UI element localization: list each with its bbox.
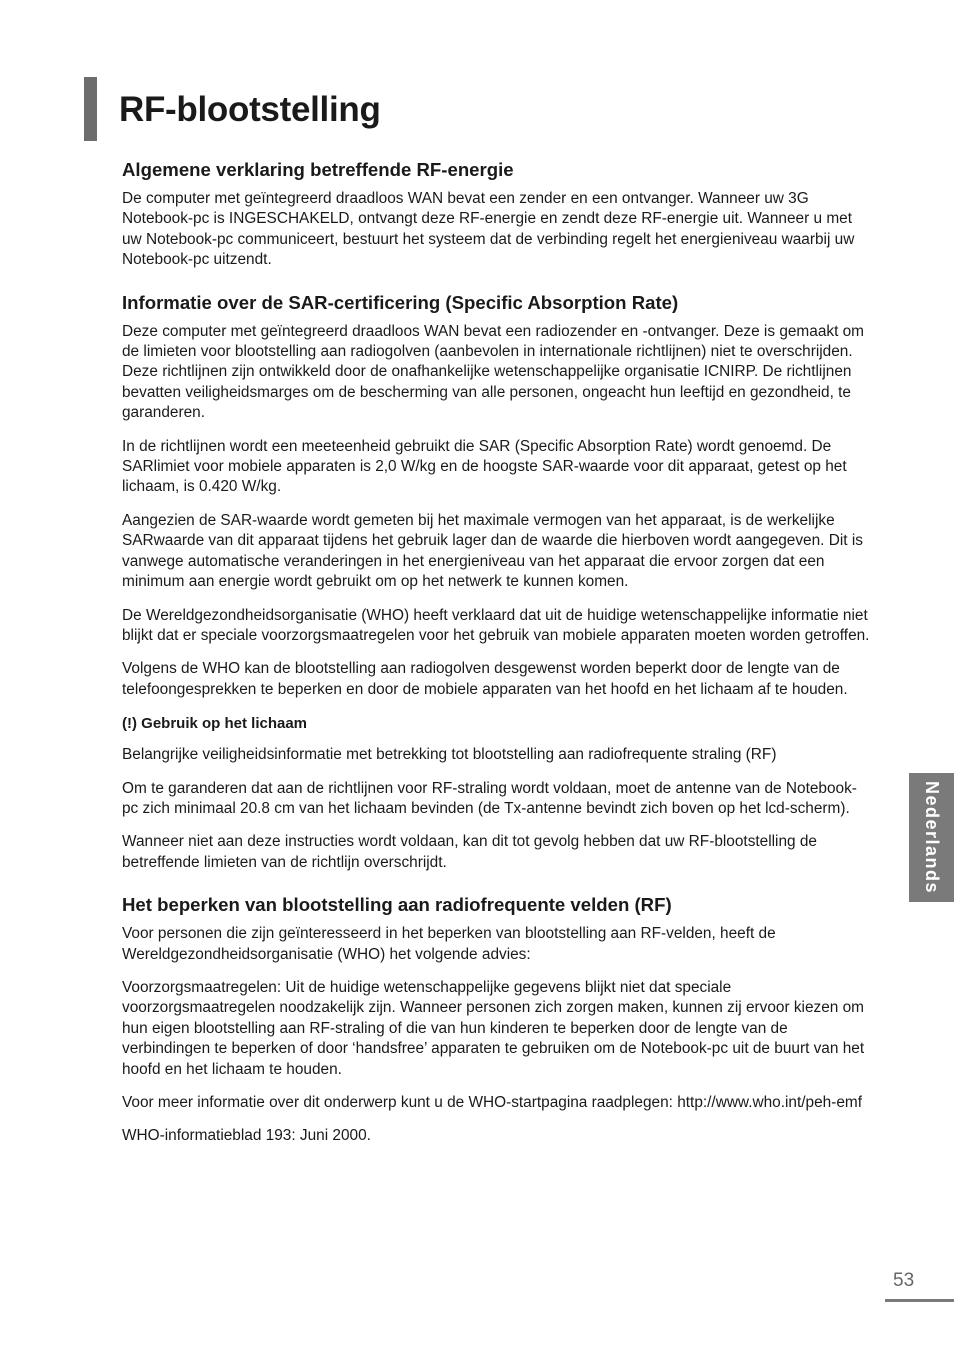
page-title: RF-blootstelling bbox=[119, 90, 381, 129]
paragraph: Wanneer niet aan deze instructies wordt voldaan, kan dit tot gevolg hebben dat uw RF-blootstelling de betreffende limieten van de richtlijn overschrijdt. bbox=[122, 833, 817, 871]
paragraph: Om te garanderen dat aan de richtlijnen voor RF-straling wordt voldaan, moet de antenne van de Notebook-pc zich minimaal 20.8 cm van het lichaam bevinden (de Tx-antenne bevindt zich boven op het lcd-scherm). bbox=[122, 779, 857, 817]
page-number: 53 bbox=[893, 1270, 915, 1291]
paragraph: Deze computer met geïntegreerd draadloos WAN bevat een radiozender en -ontvanger. Deze is gemaakt om de limieten voor blootstelling aan radiogolven (aanbevolen in internationale richtlijnen) niet te overschrijden. Deze richtlijnen zijn ontwikkeld door de onafhankelijke wetenschappelijke organisatie ICNIRP. De richtlijnen bevatten veiligheidsmarges om de bescherming van alle personen, ongeacht hun leeftijd en gezondheid, te garanderen. bbox=[122, 322, 865, 422]
paragraph: De computer met geïntegreerd draadloos WAN bevat een zender en een ontvanger. Wanneer uw 3G Notebook-pc is INGESCHAKELD, ontvangt deze RF-energie en zendt deze RF-energie uit. Wanneer u met uw Notebook-pc communiceert, bestuurt het systeem dat de verbinding regelt het energieniveau waarbij uw Notebook-pc uitzendt. bbox=[122, 190, 855, 269]
language-label: Nederlands bbox=[922, 780, 942, 895]
language-side-tab bbox=[909, 773, 954, 902]
section-heading: Het beperken van blootstelling aan radiofrequente velden (RF) bbox=[122, 894, 672, 916]
document-body bbox=[122, 158, 872, 1160]
paragraph: Belangrijke veiligheidsinformatie met betrekking tot blootstelling aan radiofrequente straling (RF) bbox=[122, 746, 777, 764]
paragraph: Voorzorgsmaatregelen: Uit de huidige wetenschappelijke gegevens blijkt niet dat speciale voorzorgsmaatregelen noodzakelijk zijn. Wanneer personen zich zorgen maken, kunnen zij ervoor kiezen om hun eigen blootstelling aan RF-straling of die van hun kinderen te beperken door de lengte van de verbindingen te beperken of door ‘handsfree’ apparaten te gebruiken om de Notebook-pc uit de buurt van het hoofd en het lichaam te houden. bbox=[122, 978, 865, 1078]
section-heading: Informatie over de SAR-certificering (Specific Absorption Rate) bbox=[122, 291, 679, 313]
subsection-heading: (!) Gebruik op het lichaam bbox=[122, 715, 308, 733]
paragraph: Voor personen die zijn geïnteresseerd in het beperken van blootstelling aan RF-velden, heeft de Wereldgezondheidsorganisatie (WHO) het volgende advies: bbox=[122, 925, 776, 963]
title-accent-bar bbox=[84, 77, 97, 141]
paragraph: WHO-informatieblad 193: Juni 2000. bbox=[122, 1127, 371, 1145]
section-heading: Algemene verklaring betreffende RF-energie bbox=[122, 159, 514, 180]
paragraph: In de richtlijnen wordt een meeteenheid gebruikt die SAR (Specific Absorption Rate) wordt genoemd. De SARlimiet voor mobiele apparaten is 2,0 W/kg en de hoogste SAR-waarde voor dit apparaat, getest op het lichaam, is 0.420 W/kg. bbox=[122, 437, 847, 496]
paragraph: De Wereldgezondheidsorganisatie (WHO) heeft verklaard dat uit de huidige wetenschappelijke informatie niet blijkt dat er speciale voorzorgsmaatregelen voor het gebruik van mobiele apparaten moeten worden getroffen. bbox=[122, 606, 870, 644]
paragraph: Voor meer informatie over dit onderwerp kunt u de WHO-startpagina raadplegen: http://www.who.int/peh-emf bbox=[122, 1094, 862, 1111]
page-number-rule bbox=[885, 1299, 954, 1302]
paragraph: Aangezien de SAR-waarde wordt gemeten bij het maximale vermogen van het apparaat, is de werkelijke SARwaarde van dit apparaat tijdens het gebruik lager dan de waarde die hierboven wordt aangegeven. Dit is vanwege automatische veranderingen in het energieniveau van het apparaat die ervoor zorgen dat een minimum aan energie wordt gebruikt om op het netwerk te kunnen komen. bbox=[122, 511, 863, 591]
paragraph: Volgens de WHO kan de blootstelling aan radiogolven desgewenst worden beperkt door de lengte van de telefoongesprekken te beperken en door de mobiele apparaten van het hoofd en het lichaam af te houden. bbox=[122, 660, 848, 698]
